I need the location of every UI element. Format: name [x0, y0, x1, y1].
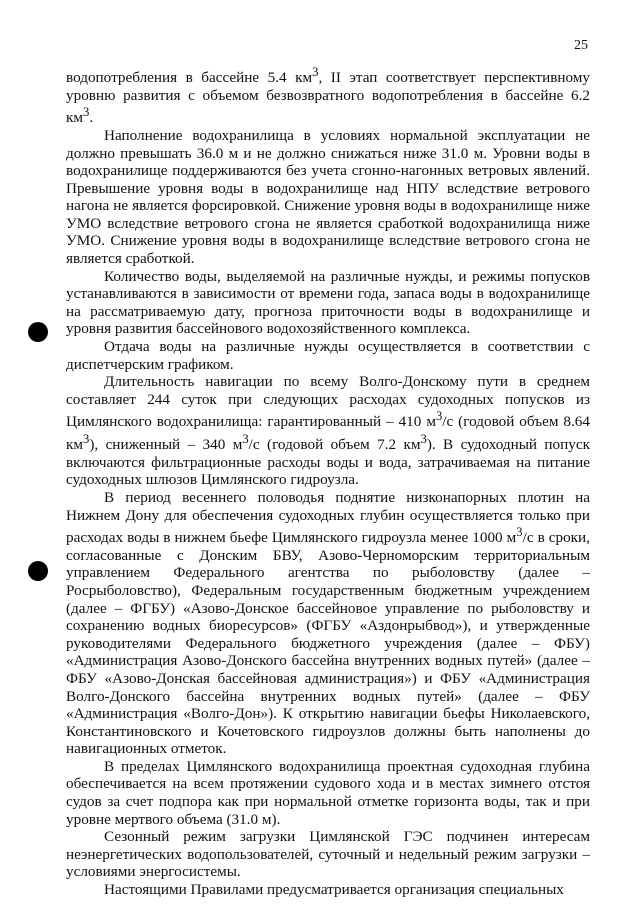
- paragraph-3: Количество воды, выделяемой на различные нужды, и режимы попусков устанавливаются в зависимости от времени года, запаса воды в водохранилище на рассматриваемую дату, прогноза приточности воды в водохранилище и уровня развития бассейнового водохозяйственного комплекса.: [66, 267, 590, 338]
- paragraph-6: В период весеннего половодья поднятие низконапорных плотин на Нижнем Дону для обеспечения судоходных глубин осуществляется только при расходах воды в нижнем бьефе Цимлянского гидроузла менее 1000 $м^3/с$ в сроки, согласованные с Донским БВУ, Азово-Черноморским территориальным управлением Федерального агентства по рыболовству (далее – Росрыболовство), Федеральным государственным бюджетным учреждением (далее – ФГБУ) «Азово-Донское бассейновое управление по рыболовству и сохранению водных биоресурсов» (ФГБУ «Аздонрыбвод»), и утвержденные руководителями Федерального бюджетного учреждения (далее – ФБУ) «Администрация Азово-Донского бассейна внутренних водных путей» (далее – ФБУ «Азово-Донская бассейновая администрация») и ФБУ «Администрация Волго-Донского бассейна внутренних водных путей» (далее – ФБУ «Администрация «Волго-Дон»). К открытию навигации бьефы Николаевского, Константиновского и Кочетовского гидроузлов должны быть наполнены до навигационных отметок.: [66, 488, 590, 758]
- paragraph-5: Длительность навигации по всему Волго-Донскому пути в среднем составляет 244 суток при следующих расходах судоходных попусков из Цимлянского водохранилища: гарантированный – 410 $м^3/с$ (годовой объем 8.64 $км^3$), сниженный – 340 $м^3/с$ (годовой объем 7.2 $км^3$). В судоходный попуск включаются фильтрационные расходы воды и вода, затрачиваемая на питание судоходных шлюзов Цимлянского гидроузла.: [66, 373, 590, 489]
- punch-hole-top: [28, 322, 48, 342]
- paragraph-1: водопотребления в бассейне 5.4 $км^3$, II этап соответствует перспективному уровню развития с объемом безвозвратного водопотребления в бассейне 6.2 $км^3$.: [66, 65, 591, 127]
- paragraph-9: Настоящими Правилами предусматривается организация специальных: [104, 881, 564, 899]
- paragraph-8: Сезонный режим загрузки Цимлянской ГЭС подчинен интересам неэнергетических водопользователей, суточный и недельный режим загрузки – условиями энергосистемы.: [66, 828, 590, 881]
- paragraph-2: Наполнение водохранилища в условиях нормальной эксплуатации не должно превышать 36.0 м и не должно снижаться ниже 31.0 м. Уровни воды в водохранилище поддерживаются без учета сгонно-нагонных ветровых явлений. Превышение уровня воды в водохранилище над НПУ вследствие ветрового нагона не является форсировкой. Снижение уровня воды в водохранилище ниже УМО вследствие ветрового сгона не является сработкой водохранилища ниже УМО. Снижение уровня воды в водохранилище вследствие ветрового сгона не является сработкой.: [66, 126, 590, 268]
- page-number: 25: [574, 38, 588, 53]
- paragraph-7: В пределах Цимлянского водохранилища проектная судоходная глубина обеспечивается на всем протяжении судового хода и в местах зимнего отстоя судов за счет подпора как при нормальной отметке горизонта воды, так и при уровне мертвого объема (31.0 м).: [66, 757, 590, 828]
- punch-hole-bottom: [28, 561, 48, 581]
- paragraph-4: Отдача воды на различные нужды осуществляется в соответствии с диспетчерским графиком.: [66, 338, 590, 373]
- document-body: [66, 64, 590, 899]
